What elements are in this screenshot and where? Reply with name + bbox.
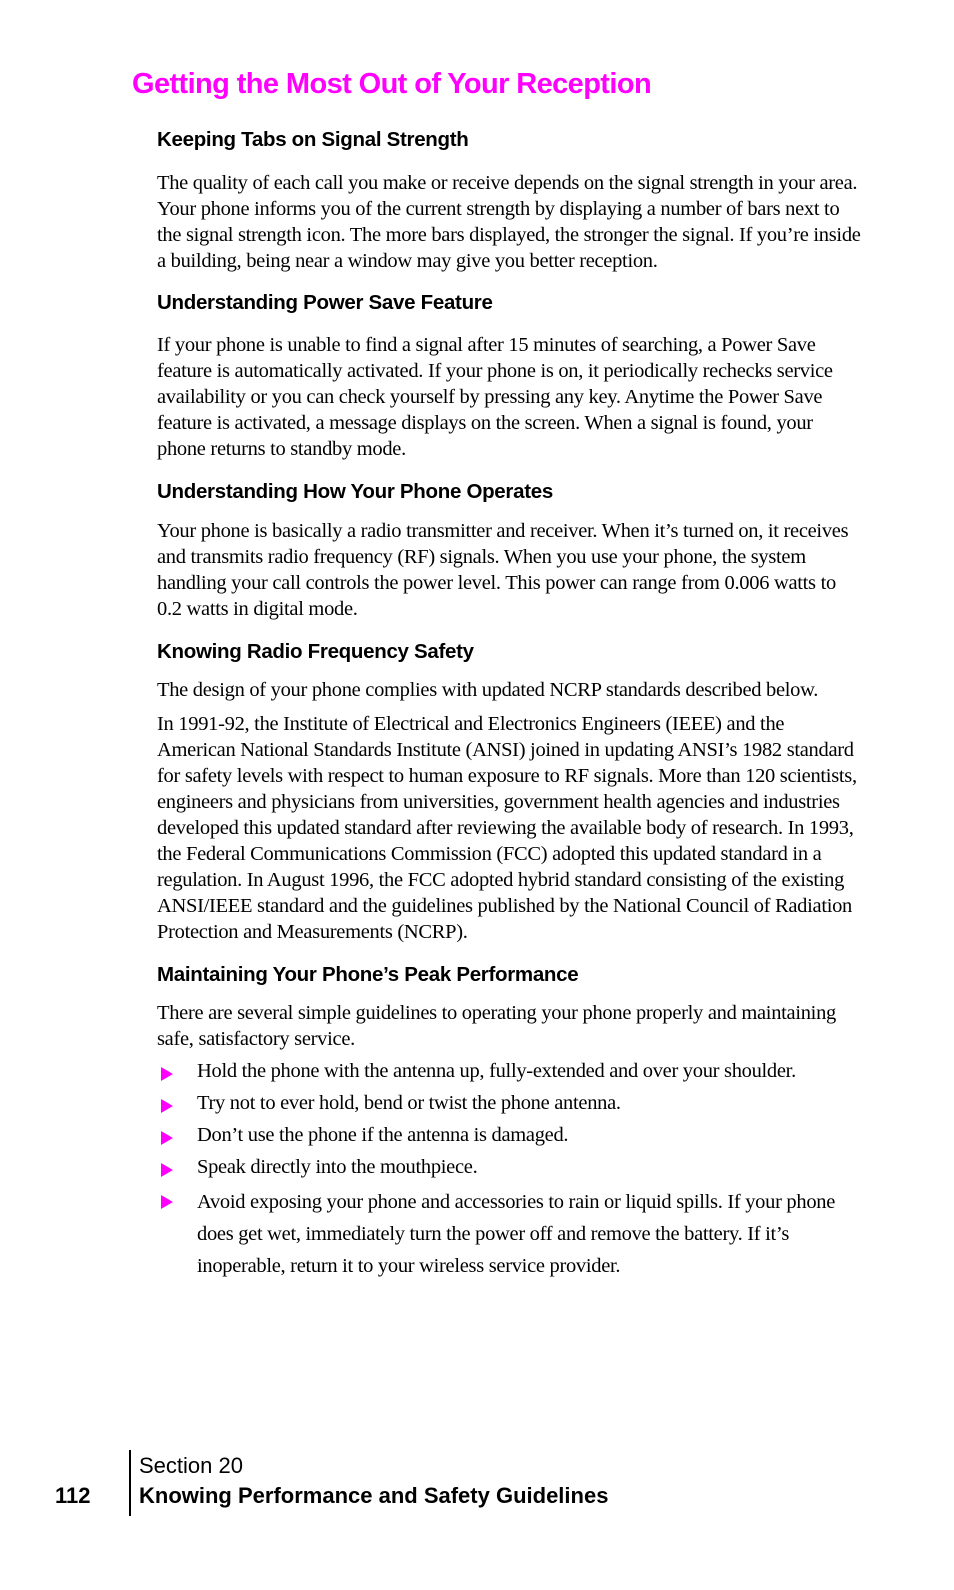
triangle-bullet-icon (161, 1163, 173, 1177)
list-item (157, 1186, 865, 1282)
signal-strength-heading: Keeping Tabs on Signal Strength (157, 128, 469, 151)
list-item-text: Avoid exposing your phone and accessories to rain or liquid spills. If your phone does get wet, immediately turn the power off and remove the battery. If it’s inoperable, return it to your wireless service provider. (197, 1191, 836, 1277)
rf-safety-heading: Knowing Radio Frequency Safety (157, 640, 474, 663)
list-item-text: Hold the phone with the antenna up, fully-extended and over your shoulder. (197, 1060, 796, 1082)
list-item (157, 1058, 865, 1084)
list-item-text: Speak directly into the mouthpiece. (197, 1156, 478, 1178)
power-save-paragraph: If your phone is unable to find a signal after 15 minutes of searching, a Power Save feature is automatically activated. If your phone is on, it periodically rechecks service availability or you can check yourself by pressing any key. Anytime the Power Save feature is activated, a message displays on the screen. When a signal is found, your phone returns to standby mode. (157, 334, 833, 460)
list-item (157, 1090, 865, 1116)
page-number: 112 (55, 1483, 91, 1508)
triangle-bullet-icon (161, 1099, 173, 1113)
rf-safety-paragraph-1: The design of your phone complies with updated NCRP standards described below. (157, 679, 819, 701)
peak-performance-heading: Maintaining Your Phone’s Peak Performance (157, 963, 579, 986)
page-content (157, 128, 865, 1288)
footer-section-label: Section 20 (139, 1453, 243, 1478)
triangle-bullet-icon (161, 1067, 173, 1081)
rf-safety-paragraph-2: In 1991-92, the Institute of Electrical and Electronics Engineers (IEEE) and the American National Standards Institute (ANSI) joined in updating ANSI’s 1982 standard for safety levels with respect to human exposure to RF signals. More than 120 scientists, engineers and physicians from universities, government health agencies and industries developed this updated standard after reviewing the available body of research. In 1993, the Federal Communications Commission (FCC) adopted this updated standard in a regulation. In August 1996, the FCC adopted hybrid standard consisting of the existing ANSI/IEEE standard and the guidelines published by the National Council of Radiation Protection and Measurements (NCRP). (157, 713, 857, 943)
list-item-text: Try not to ever hold, bend or twist the phone antenna. (197, 1092, 621, 1114)
triangle-bullet-icon (161, 1195, 173, 1209)
page-title: Getting the Most Out of Your Reception (132, 68, 652, 100)
footer-divider (129, 1450, 131, 1516)
signal-strength-paragraph: The quality of each call you make or receive depends on the signal strength in your area. Your phone informs you of the current strength by displaying a number of bars next to the signal strength icon. The more bars displayed, the stronger the signal. If you’re inside a building, being near a window may give you better reception. (157, 172, 861, 272)
phone-operates-heading: Understanding How Your Phone Operates (157, 480, 553, 503)
list-item-text: Don’t use the phone if the antenna is damaged. (197, 1124, 569, 1146)
phone-operates-paragraph: Your phone is basically a radio transmitter and receiver. When it’s turned on, it receives and transmits radio frequency (RF) signals. When you use your phone, the system handling your call controls the power level. This power can range from 0.006 watts to 0.2 watts in digital mode. (157, 520, 849, 620)
triangle-bullet-icon (161, 1131, 173, 1145)
list-item (157, 1154, 865, 1180)
list-item (157, 1122, 865, 1148)
peak-performance-paragraph: There are several simple guidelines to operating your phone properly and maintaining safe, satisfactory service. (157, 1002, 836, 1050)
guidelines-list (157, 1058, 865, 1282)
footer-chapter-title: Knowing Performance and Safety Guidelines (139, 1483, 609, 1508)
power-save-heading: Understanding Power Save Feature (157, 291, 493, 314)
